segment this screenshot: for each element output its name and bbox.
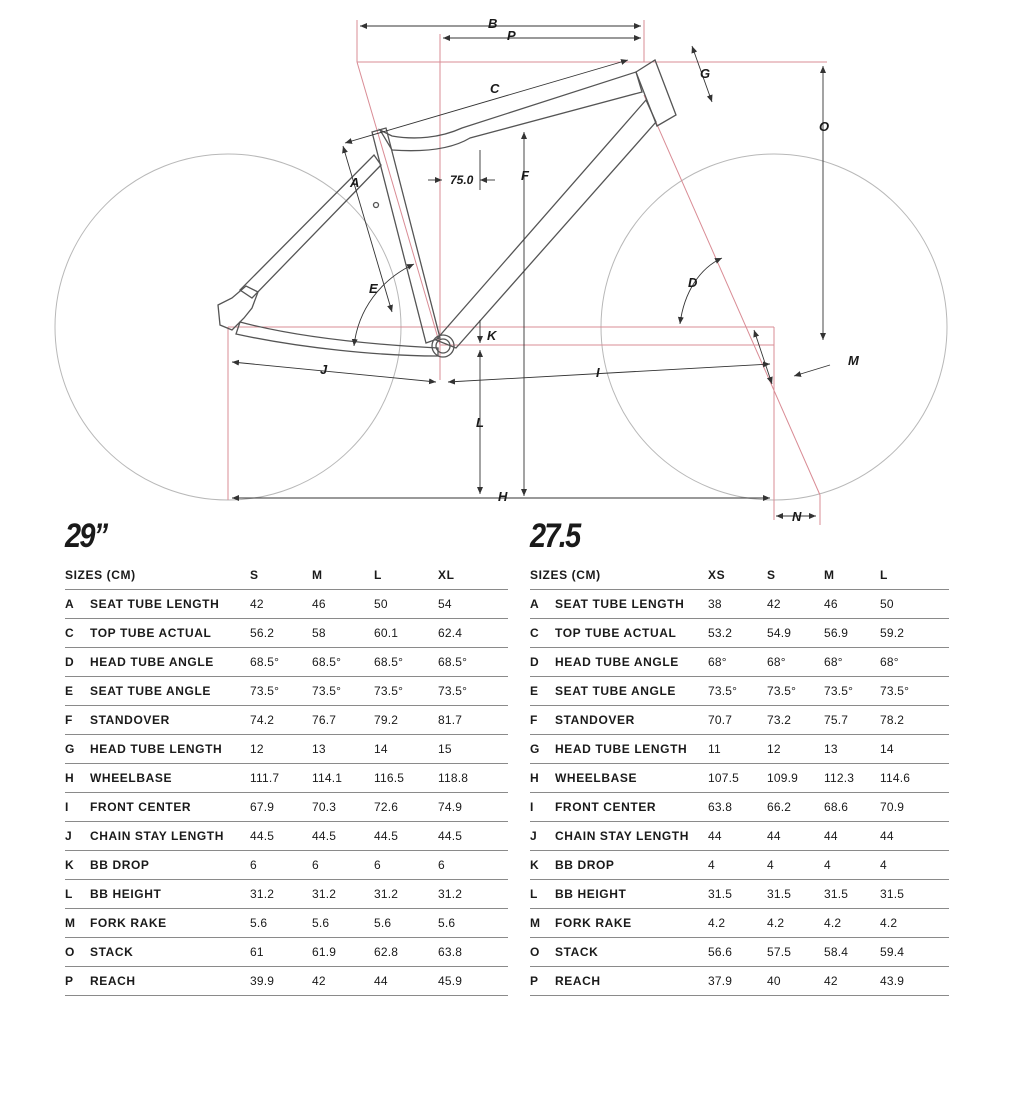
row-letter: O xyxy=(65,945,75,959)
bike-frame xyxy=(218,60,676,357)
row-measurement-name: FORK RAKE xyxy=(90,916,167,930)
row-value: 4 xyxy=(767,858,774,872)
row-value: 109.9 xyxy=(767,771,799,785)
row-value: 4 xyxy=(824,858,831,872)
row-value: 62.8 xyxy=(374,945,399,959)
label-d: D xyxy=(688,275,698,290)
row-value: 63.8 xyxy=(708,800,733,814)
row-letter: C xyxy=(530,626,540,640)
row-value: 56.9 xyxy=(824,626,849,640)
row-value: 13 xyxy=(312,742,326,756)
row-value: 6 xyxy=(312,858,319,872)
table-header-row xyxy=(530,561,949,590)
label-e: E xyxy=(369,281,378,296)
label-n: N xyxy=(792,509,802,524)
row-letter: E xyxy=(530,684,539,698)
row-letter: H xyxy=(530,771,540,785)
table-row xyxy=(65,822,508,851)
row-value: 11 xyxy=(708,742,721,756)
row-letter: K xyxy=(530,858,540,872)
row-letter: F xyxy=(65,713,73,727)
row-value: 54.9 xyxy=(767,626,792,640)
row-value: 46 xyxy=(312,597,326,611)
row-value: 57.5 xyxy=(767,945,792,959)
row-value: 4 xyxy=(708,858,715,872)
row-letter: E xyxy=(65,684,74,698)
row-measurement-name: FRONT CENTER xyxy=(555,800,657,814)
row-value: 5.6 xyxy=(312,916,330,930)
row-value: 44.5 xyxy=(312,829,337,843)
row-value: 53.2 xyxy=(708,626,733,640)
row-value: 114.6 xyxy=(880,771,911,785)
row-value: 42 xyxy=(824,974,838,988)
row-letter: F xyxy=(530,713,538,727)
row-letter: O xyxy=(530,945,540,959)
row-value: 68.5° xyxy=(250,655,280,669)
row-value: 73.5° xyxy=(312,684,342,698)
row-measurement-name: BB DROP xyxy=(555,858,615,872)
size-col-header: XS xyxy=(708,568,726,582)
row-value: 118.8 xyxy=(438,771,469,785)
row-value: 6 xyxy=(438,858,445,872)
label-p: P xyxy=(507,28,516,43)
row-value: 63.8 xyxy=(438,945,463,959)
row-measurement-name: BB HEIGHT xyxy=(90,887,162,901)
size-col-header: L xyxy=(374,568,382,582)
row-measurement-name: WHEELBASE xyxy=(90,771,173,785)
row-measurement-name: REACH xyxy=(90,974,136,988)
row-letter: P xyxy=(65,974,74,988)
row-measurement-name: HEAD TUBE ANGLE xyxy=(90,655,214,669)
table-row xyxy=(530,706,949,735)
table-row xyxy=(530,677,949,706)
table-header-row xyxy=(65,561,508,590)
row-value: 68.5° xyxy=(374,655,404,669)
table-row xyxy=(530,793,949,822)
table-row xyxy=(65,967,508,996)
row-value: 70.9 xyxy=(880,800,905,814)
row-value: 73.5° xyxy=(767,684,797,698)
row-value: 68° xyxy=(880,655,899,669)
row-letter: A xyxy=(530,597,540,611)
row-measurement-name: CHAIN STAY LENGTH xyxy=(555,829,689,843)
label-seat-angle: 75.0 xyxy=(450,173,474,187)
row-value: 31.5 xyxy=(767,887,792,901)
label-b: B xyxy=(488,16,498,31)
table-row xyxy=(530,938,949,967)
row-value: 50 xyxy=(880,597,894,611)
row-value: 4.2 xyxy=(880,916,898,930)
table-title: 29” xyxy=(65,517,107,555)
row-value: 31.5 xyxy=(824,887,849,901)
row-letter: I xyxy=(530,800,534,814)
row-value: 58 xyxy=(312,626,326,640)
row-value: 68° xyxy=(824,655,843,669)
row-value: 68.6 xyxy=(824,800,849,814)
row-letter: C xyxy=(65,626,75,640)
row-value: 67.9 xyxy=(250,800,275,814)
row-letter: J xyxy=(530,829,538,843)
table-row xyxy=(65,590,508,619)
row-letter: D xyxy=(65,655,75,669)
row-measurement-name: STANDOVER xyxy=(555,713,635,727)
row-value: 116.5 xyxy=(374,771,405,785)
row-value: 31.2 xyxy=(312,887,337,901)
row-value: 68° xyxy=(767,655,786,669)
row-value: 59.2 xyxy=(880,626,905,640)
row-value: 44 xyxy=(374,974,388,988)
row-value: 107.5 xyxy=(708,771,740,785)
row-value: 31.5 xyxy=(880,887,905,901)
row-measurement-name: HEAD TUBE LENGTH xyxy=(555,742,688,756)
label-j: J xyxy=(320,362,328,377)
row-letter: D xyxy=(530,655,540,669)
row-letter: M xyxy=(530,916,541,930)
row-value: 111.7 xyxy=(250,771,280,785)
row-value: 6 xyxy=(374,858,381,872)
label-m: M xyxy=(848,353,859,368)
bike-geometry-diagram xyxy=(0,0,1013,530)
row-value: 4.2 xyxy=(767,916,785,930)
row-letter: G xyxy=(65,742,75,756)
table-row xyxy=(530,822,949,851)
row-value: 73.5° xyxy=(708,684,738,698)
label-c: C xyxy=(490,81,500,96)
sizes-header: SIZES (CM) xyxy=(530,568,601,582)
label-a: A xyxy=(350,175,360,190)
row-value: 44.5 xyxy=(438,829,463,843)
table-row xyxy=(65,764,508,793)
row-value: 31.2 xyxy=(250,887,275,901)
row-value: 37.9 xyxy=(708,974,733,988)
row-value: 68° xyxy=(708,655,727,669)
row-value: 56.2 xyxy=(250,626,275,640)
table-title: 27.5 xyxy=(530,517,580,555)
row-letter: M xyxy=(65,916,76,930)
row-value: 44 xyxy=(708,829,722,843)
row-value: 31.2 xyxy=(438,887,463,901)
row-measurement-name: SEAT TUBE LENGTH xyxy=(90,597,220,611)
row-value: 40 xyxy=(767,974,781,988)
row-value: 78.2 xyxy=(880,713,905,727)
table-row xyxy=(530,967,949,996)
table-row xyxy=(65,851,508,880)
label-f: F xyxy=(521,168,529,183)
row-letter: L xyxy=(65,887,73,901)
row-value: 73.5° xyxy=(824,684,854,698)
row-letter: G xyxy=(530,742,540,756)
row-value: 4.2 xyxy=(708,916,726,930)
row-value: 44 xyxy=(824,829,838,843)
row-value: 31.2 xyxy=(374,887,399,901)
row-value: 56.6 xyxy=(708,945,733,959)
table-row xyxy=(65,648,508,677)
row-value: 114.1 xyxy=(312,771,343,785)
table-row xyxy=(65,909,508,938)
row-measurement-name: SEAT TUBE LENGTH xyxy=(555,597,685,611)
row-value: 42 xyxy=(312,974,326,988)
row-value: 43.9 xyxy=(880,974,905,988)
label-g: G xyxy=(700,66,711,81)
row-measurement-name: HEAD TUBE LENGTH xyxy=(90,742,223,756)
row-measurement-name: BB HEIGHT xyxy=(555,887,627,901)
row-letter: I xyxy=(65,800,69,814)
label-i: I xyxy=(596,365,600,380)
row-value: 14 xyxy=(880,742,894,756)
label-k: K xyxy=(487,328,497,343)
row-value: 54 xyxy=(438,597,452,611)
row-value: 62.4 xyxy=(438,626,463,640)
geometry-table-29 xyxy=(65,515,508,996)
row-value: 66.2 xyxy=(767,800,792,814)
row-value: 70.3 xyxy=(312,800,337,814)
label-h: H xyxy=(498,489,508,504)
row-measurement-name: SEAT TUBE ANGLE xyxy=(555,684,677,698)
table-row xyxy=(530,909,949,938)
size-col-header: L xyxy=(880,568,888,582)
row-measurement-name: TOP TUBE ACTUAL xyxy=(90,626,212,640)
dimension-lines xyxy=(232,26,830,516)
row-letter: L xyxy=(530,887,538,901)
row-value: 112.3 xyxy=(824,771,855,785)
table-row xyxy=(65,793,508,822)
row-value: 81.7 xyxy=(438,713,463,727)
row-value: 5.6 xyxy=(438,916,456,930)
guide-lines xyxy=(228,20,830,525)
table-row xyxy=(530,764,949,793)
row-value: 50 xyxy=(374,597,388,611)
row-value: 12 xyxy=(250,742,264,756)
table-row xyxy=(65,619,508,648)
row-value: 5.6 xyxy=(250,916,268,930)
row-measurement-name: FRONT CENTER xyxy=(90,800,192,814)
row-value: 70.7 xyxy=(708,713,733,727)
row-value: 15 xyxy=(438,742,452,756)
row-value: 31.5 xyxy=(708,887,733,901)
row-value: 72.6 xyxy=(374,800,399,814)
row-value: 74.2 xyxy=(250,713,275,727)
row-measurement-name: STANDOVER xyxy=(90,713,170,727)
row-measurement-name: STACK xyxy=(90,945,134,959)
row-value: 73.5° xyxy=(250,684,280,698)
label-o: O xyxy=(819,119,830,134)
label-l: L xyxy=(476,415,484,430)
row-value: 58.4 xyxy=(824,945,849,959)
row-value: 13 xyxy=(824,742,838,756)
row-value: 73.5° xyxy=(880,684,910,698)
row-value: 74.9 xyxy=(438,800,463,814)
row-value: 6 xyxy=(250,858,257,872)
row-value: 46 xyxy=(824,597,838,611)
table-row xyxy=(530,590,949,619)
row-measurement-name: CHAIN STAY LENGTH xyxy=(90,829,224,843)
table-row xyxy=(65,938,508,967)
row-measurement-name: SEAT TUBE ANGLE xyxy=(90,684,212,698)
table-row xyxy=(65,735,508,764)
row-letter: A xyxy=(65,597,75,611)
row-measurement-name: HEAD TUBE ANGLE xyxy=(555,655,679,669)
row-value: 39.9 xyxy=(250,974,275,988)
table-row xyxy=(530,619,949,648)
size-col-header: M xyxy=(824,568,835,582)
size-col-header: XL xyxy=(438,568,455,582)
row-value: 60.1 xyxy=(374,626,399,640)
row-value: 68.5° xyxy=(312,655,342,669)
row-value: 44.5 xyxy=(250,829,275,843)
row-value: 75.7 xyxy=(824,713,849,727)
table-row xyxy=(65,677,508,706)
row-measurement-name: REACH xyxy=(555,974,601,988)
row-value: 73.5° xyxy=(374,684,404,698)
size-col-header: M xyxy=(312,568,323,582)
row-value: 61.9 xyxy=(312,945,337,959)
row-value: 4 xyxy=(880,858,887,872)
row-value: 42 xyxy=(250,597,264,611)
row-measurement-name: FORK RAKE xyxy=(555,916,632,930)
row-value: 68.5° xyxy=(438,655,468,669)
row-letter: K xyxy=(65,858,75,872)
sizes-header: SIZES (CM) xyxy=(65,568,136,582)
table-row xyxy=(65,706,508,735)
row-measurement-name: WHEELBASE xyxy=(555,771,638,785)
row-value: 4.2 xyxy=(824,916,842,930)
row-letter: J xyxy=(65,829,73,843)
table-row xyxy=(65,880,508,909)
row-measurement-name: TOP TUBE ACTUAL xyxy=(555,626,677,640)
row-value: 44.5 xyxy=(374,829,399,843)
table-row xyxy=(530,648,949,677)
row-value: 45.9 xyxy=(438,974,463,988)
row-value: 44 xyxy=(767,829,781,843)
size-col-header: S xyxy=(250,568,259,582)
row-value: 44 xyxy=(880,829,894,843)
table-row xyxy=(530,880,949,909)
row-value: 42 xyxy=(767,597,781,611)
row-value: 14 xyxy=(374,742,388,756)
row-value: 5.6 xyxy=(374,916,392,930)
row-value: 61 xyxy=(250,945,264,959)
table-row xyxy=(530,851,949,880)
row-value: 76.7 xyxy=(312,713,337,727)
size-col-header: S xyxy=(767,568,776,582)
geometry-table-27-5 xyxy=(530,515,949,996)
row-measurement-name: STACK xyxy=(555,945,599,959)
row-value: 73.5° xyxy=(438,684,468,698)
row-letter: H xyxy=(65,771,75,785)
row-value: 73.2 xyxy=(767,713,792,727)
table-row xyxy=(530,735,949,764)
row-value: 59.4 xyxy=(880,945,905,959)
row-value: 12 xyxy=(767,742,781,756)
row-value: 38 xyxy=(708,597,722,611)
row-measurement-name: BB DROP xyxy=(90,858,150,872)
row-letter: P xyxy=(530,974,539,988)
row-value: 79.2 xyxy=(374,713,399,727)
